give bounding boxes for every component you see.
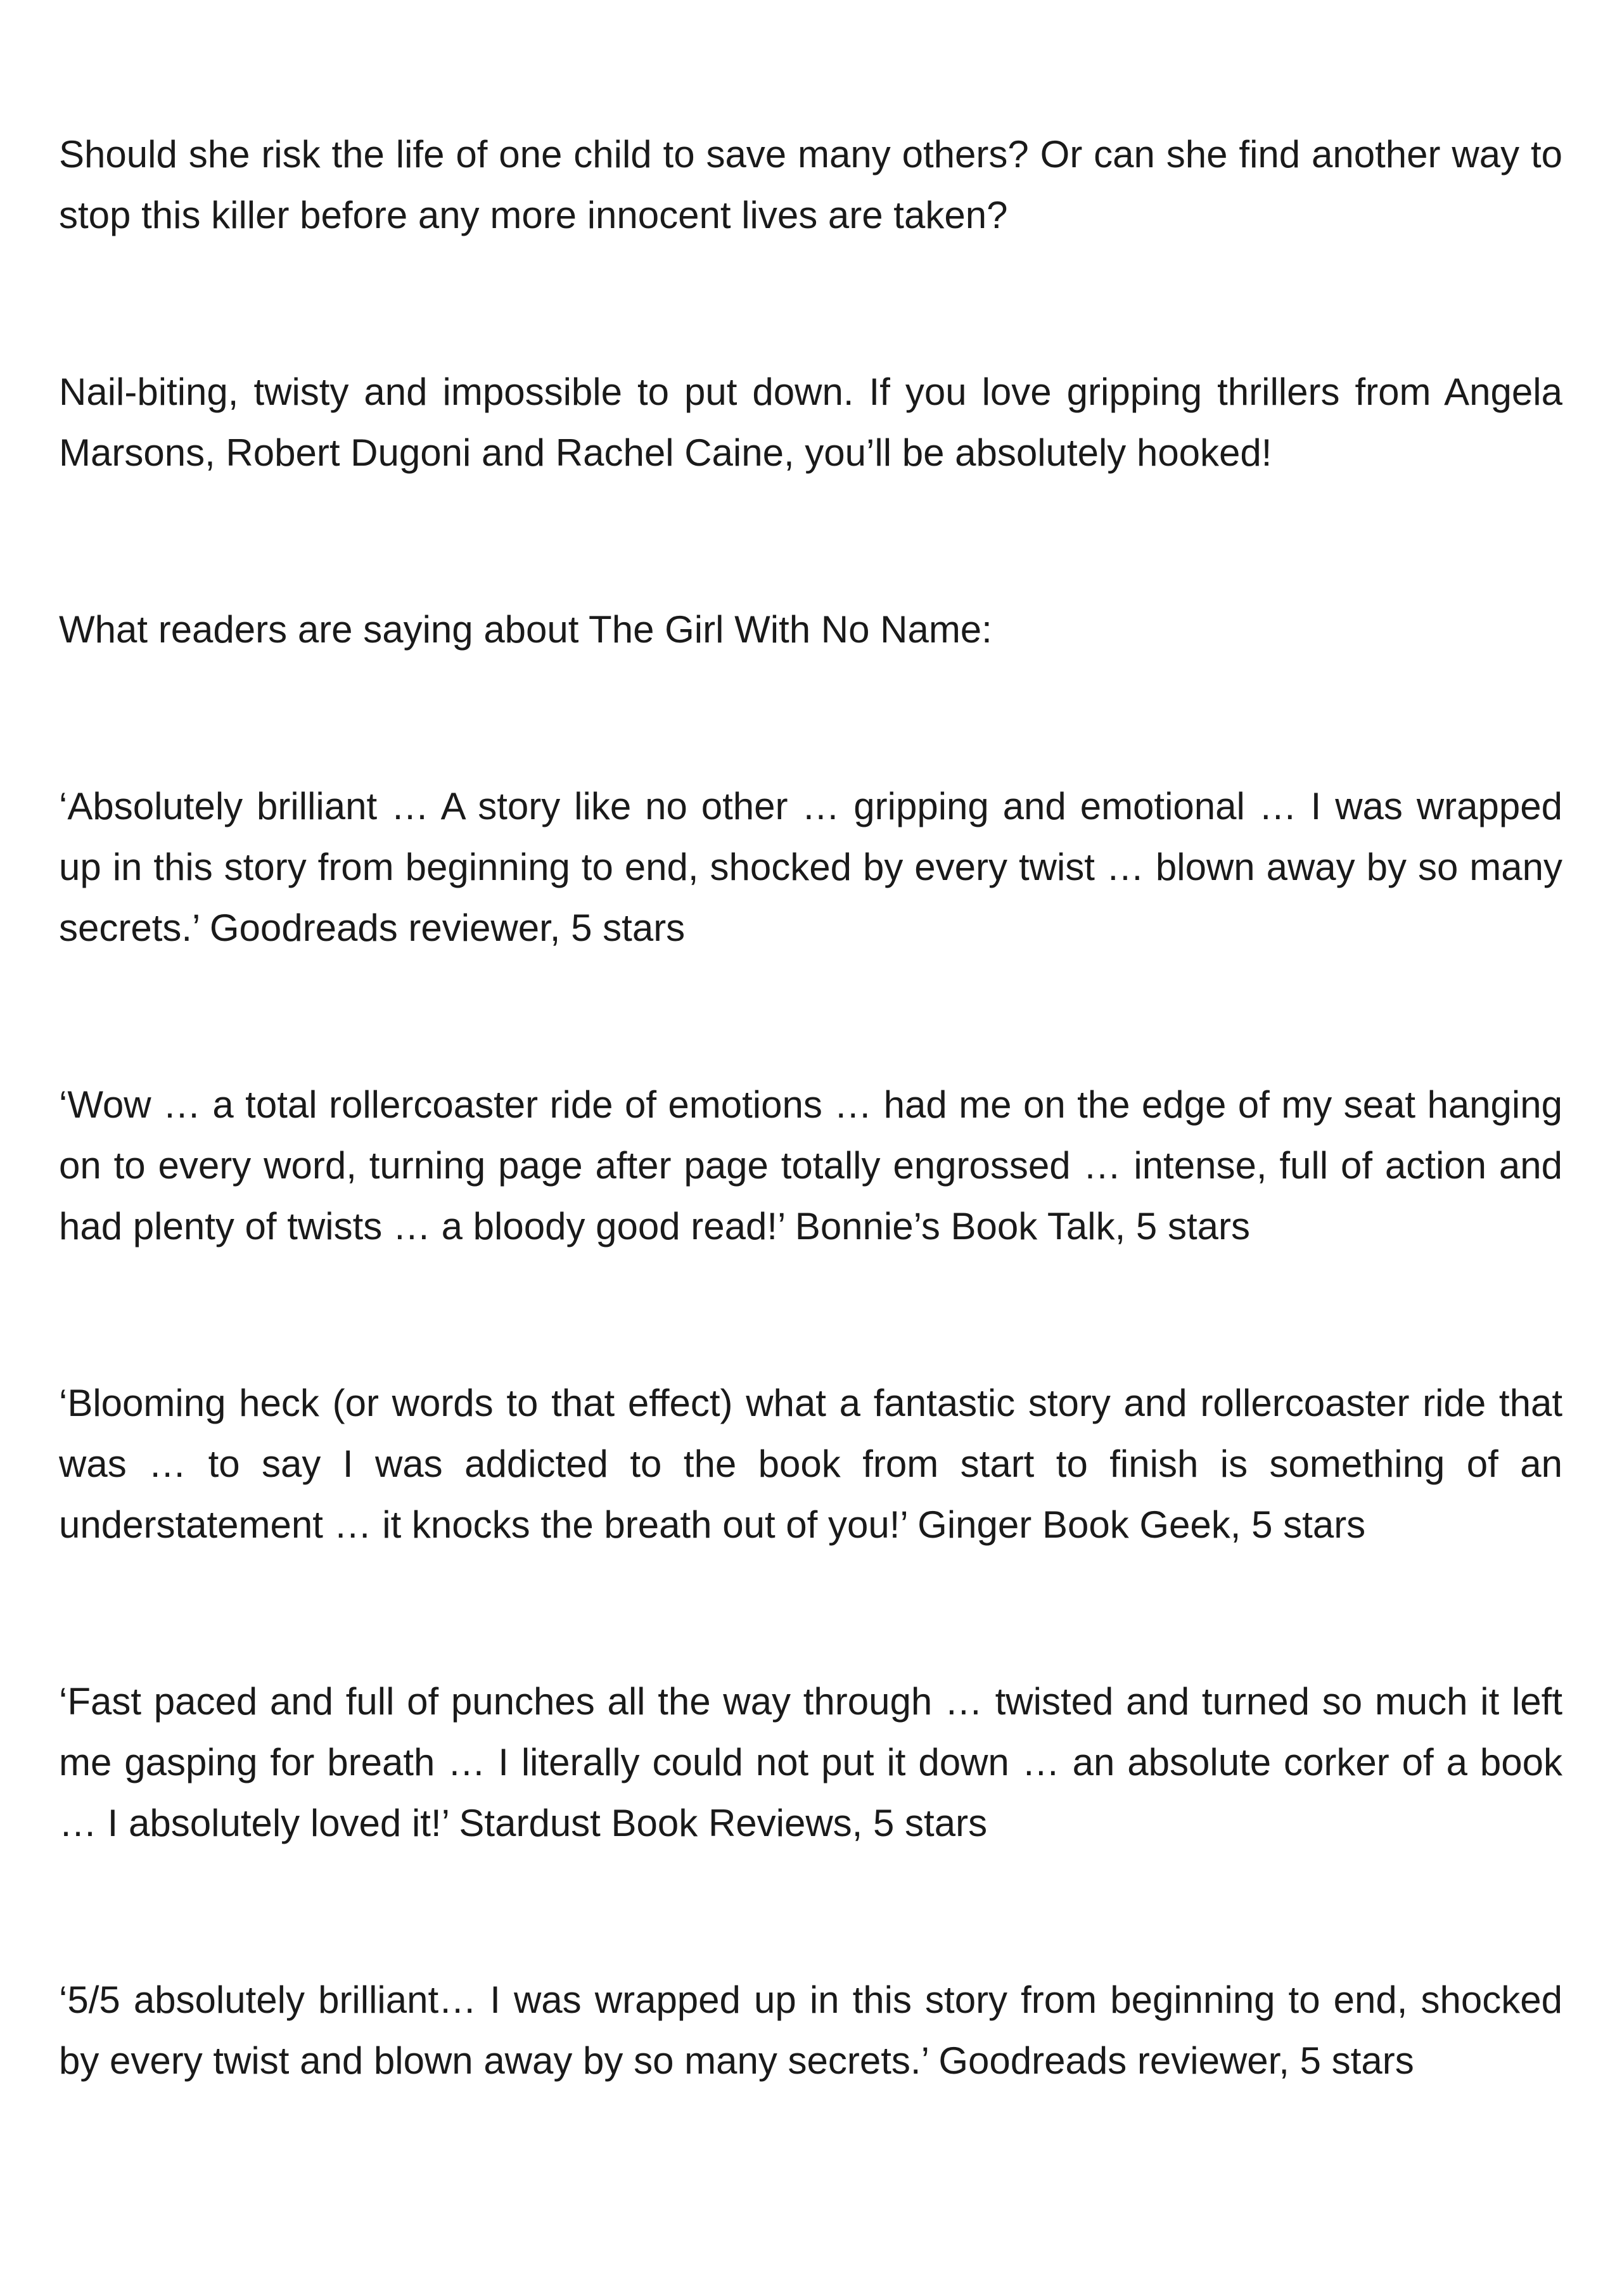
reviews-heading: What readers are saying about The Girl With No Name: xyxy=(59,608,992,651)
blurb-question-paragraph: Should she risk the life of one child to save many others? Or can she find another way to stop this killer before any more innocent lives are taken? xyxy=(59,133,1562,236)
review-paragraph-bonnies-book-talk: ‘Wow … a total rollercoaster ride of emotions … had me on the edge of my seat hanging on to every word, turning page after page totally engrossed … intense, full of action and had plenty of twists … a bloody good read!’ Bonnie’s Book Talk, 5 stars xyxy=(59,1083,1562,1247)
review-paragraph-goodreads-2: ‘5/5 absolutely brilliant… I was wrapped up in this story from beginning to end, shocked by every twist and blown away by so many secrets.’ Goodreads reviewer, 5 stars xyxy=(59,1979,1562,2082)
blurb-recommendation-paragraph: Nail-biting, twisty and impossible to put down. If you love gripping thrillers from Angela Marsons, Robert Dugoni and Rachel Caine, you’ll be absolutely hooked! xyxy=(59,371,1562,474)
document-page xyxy=(59,124,1562,2091)
review-paragraph-goodreads-1: ‘Absolutely brilliant … A story like no other … gripping and emotional … I was wrapped up in this story from beginning to end, shocked by every twist … blown away by so many secrets.’ Goodreads reviewer, 5 stars xyxy=(59,785,1562,949)
review-paragraph-stardust-book-reviews: ‘Fast paced and full of punches all the way through … twisted and turned so much it left me gasping for breath … I literally could not put it down … an absolute corker of a book … I absolutely loved it!’ Stardust Book Reviews, 5 stars xyxy=(59,1680,1562,1844)
review-paragraph-ginger-book-geek: ‘Blooming heck (or words to that effect) what a fantastic story and rollercoaster ride that was … to say I was addicted to the book from start to finish is something of an understatement … it knocks the breath out of you!’ Ginger Book Geek, 5 stars xyxy=(59,1382,1562,1546)
